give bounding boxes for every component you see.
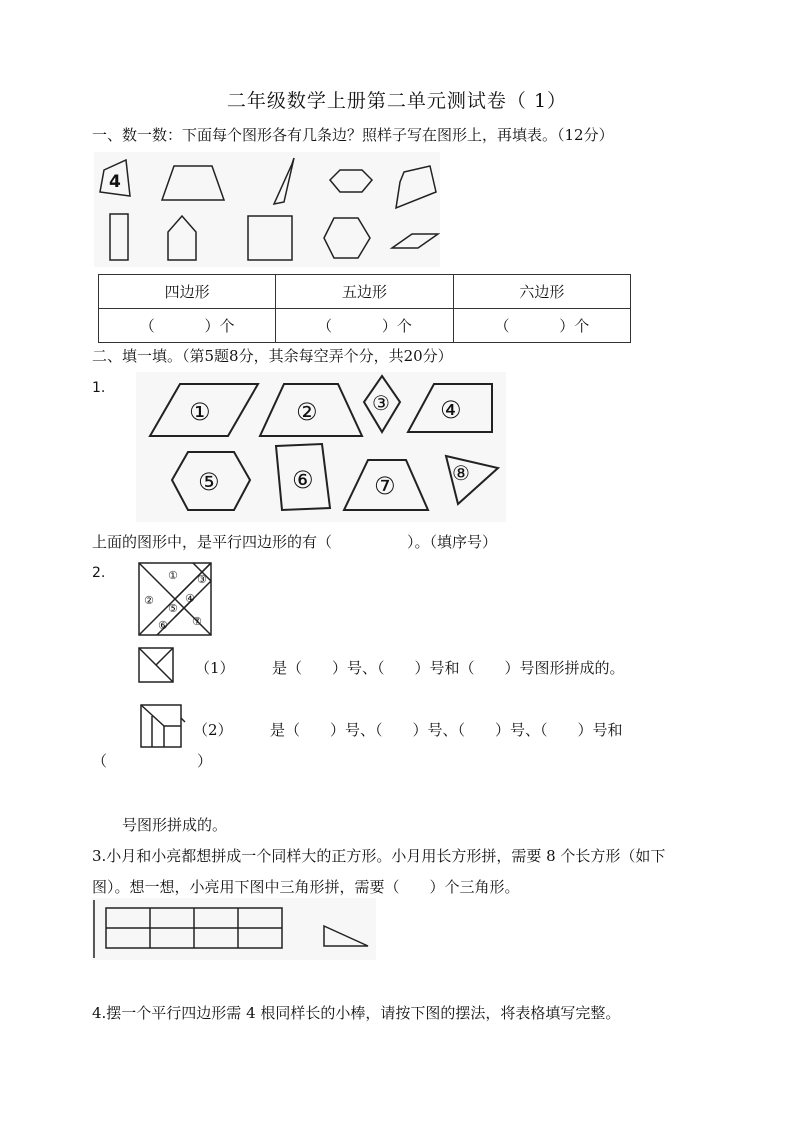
- shape-slim-parallelogram: [274, 158, 294, 204]
- page-title: 二年级数学上册第二单元测试卷（ 1）: [226, 90, 568, 112]
- q1-question: 上面的图形中，是平行四边形的有（ ）。（填序号）: [92, 533, 498, 551]
- q1-label: ②: [296, 398, 318, 426]
- q3-line2: 图）。想一想，小亮用下图中三角形拼，需要（ ）个三角形。: [92, 878, 520, 896]
- q2-part1-shape: [138, 647, 176, 683]
- shape-rectangle-tall: [110, 214, 128, 260]
- question-number: 2.: [92, 565, 106, 581]
- q2-part2-cont: （ ）: [92, 752, 213, 770]
- q1-label: ①: [189, 398, 211, 426]
- tangram-label: ③: [197, 573, 207, 586]
- q2-part1-text: （1） 是（ ）号、（ ）号和（ ）号图形拼成的。: [195, 659, 625, 677]
- q3-figure: [92, 898, 376, 960]
- tangram-label: ②: [144, 594, 154, 607]
- shape-hexagon-large: [324, 218, 370, 258]
- shape-rhombus-flat: [392, 234, 438, 248]
- q1-label: ⑤: [198, 468, 220, 496]
- section1-heading: 一、数一数：下面每个图形各有几条边？照样子写在图形上，再填表。（12分）: [92, 126, 614, 144]
- table-row: [99, 309, 631, 343]
- tangram-label: ⑦: [192, 615, 202, 628]
- question-number: 1.: [92, 380, 106, 396]
- shape-pentagon-irregular: [396, 166, 436, 208]
- table-header-cell: 四边形: [99, 275, 276, 309]
- table-header-cell: 六边形: [453, 275, 630, 309]
- table-answer-cell[interactable]: （ ）个: [276, 309, 453, 343]
- shape-hexagon-small: [330, 170, 372, 192]
- table-header-cell: 五边形: [276, 275, 453, 309]
- table-answer-cell[interactable]: （ ）个: [453, 309, 630, 343]
- q1-label: ⑦: [374, 472, 396, 500]
- q1-label: ⑥: [292, 466, 314, 494]
- section1-table: [98, 274, 631, 343]
- table-answer-cell[interactable]: （ ）个: [99, 309, 276, 343]
- q2-part2-text: （2） 是（ ）号、（ ）号、（ ）号、（ ）号和: [193, 721, 623, 739]
- shape-trapezoid: [162, 166, 224, 200]
- q1-label: ④: [440, 396, 462, 424]
- section1-shapes-figure: [94, 152, 440, 267]
- q2-part2-end: 号图形拼成的。: [122, 816, 228, 834]
- table-header-row: [99, 275, 631, 309]
- section2-heading: 二、填一填。（第5题8分，其余每空弄个分，共20分）: [92, 347, 453, 365]
- q4-line1: 4.摆一个平行四边形需 4 根同样长的小棒，请按下图的摆法，将表格填写完整。: [92, 1004, 621, 1022]
- shape-square: [248, 216, 292, 260]
- sample-label: 4: [109, 172, 121, 192]
- tangram-label: ⑤: [168, 602, 178, 615]
- tangram-label: ④: [185, 592, 195, 605]
- tangram-label: ⑥: [158, 619, 168, 632]
- q1-shapes-figure: [136, 372, 506, 522]
- q2-part2-shape: [140, 704, 186, 748]
- q1-label: ③: [372, 391, 390, 415]
- q3-line1: 3.小月和小亮都想拼成一个同样大的正方形。小月用长方形拼，需要 8 个长方形（如下: [92, 847, 666, 865]
- small-triangle: [324, 926, 368, 946]
- tangram-figure: [138, 562, 212, 636]
- shape-house-pentagon: [168, 216, 196, 260]
- q1-label: ⑧: [452, 461, 470, 485]
- tangram-label: ①: [168, 569, 178, 582]
